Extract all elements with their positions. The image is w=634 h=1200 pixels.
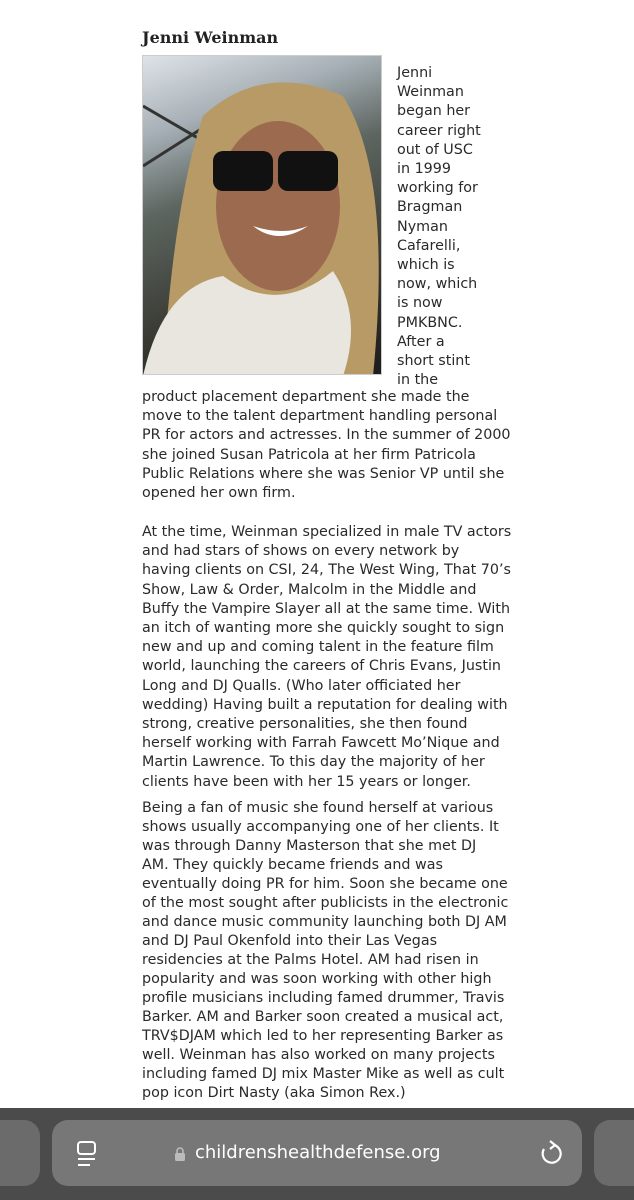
text-line: short stint — [397, 353, 470, 369]
text-line: which is — [397, 257, 455, 273]
text-line: Cafarelli, — [397, 237, 461, 254]
text-line: an itch of wanting more she quickly sought to sign — [142, 620, 505, 636]
text-line: Martin Lawrence. To this day the majority of her — [142, 754, 485, 771]
text-line: eventually doing PR for him. Soon she became one — [142, 876, 508, 892]
text-line: After a — [397, 333, 445, 350]
text-line: working for — [397, 180, 478, 197]
text-line: having clients on CSI, 24, The West Wing, That 70’s — [142, 562, 511, 579]
text-line: PR for actors and actresses. In the summer of 2000 — [142, 427, 511, 444]
text-line: well. Weinman has also worked on many projects — [142, 1047, 495, 1063]
browser-toolbar — [0, 1108, 634, 1200]
text-line: Being a fan of music she found herself at various — [142, 800, 494, 816]
text-line: she joined Susan Patricola at her firm Patricola — [142, 446, 476, 463]
text-line: in 1999 — [397, 161, 451, 177]
text-line: shows usually accompanying one of her clients. It — [142, 819, 499, 835]
text-line: product placement department she made the — [142, 389, 470, 405]
text-line: world, launching the careers of Chris Evans, Justin — [142, 658, 501, 675]
text-line: AM. They quickly became friends and was — [142, 857, 443, 873]
text-line: in the — [397, 372, 439, 389]
text-line: began her — [397, 103, 471, 120]
reload-icon[interactable] — [538, 1140, 564, 1168]
reader-icon[interactable] — [76, 1140, 98, 1168]
url-text[interactable]: childrenshealthdefense.org — [195, 1142, 441, 1163]
text-line: move to the talent department handling personal — [142, 408, 498, 425]
text-line: pop icon Dirt Nasty (aka Simon Rex.) — [142, 1085, 406, 1101]
previous-tab[interactable] — [0, 1120, 40, 1186]
text-line: Show, Law & Order, Malcolm in the Middle and — [142, 581, 477, 598]
text-line: At the time, Weinman specialized in male TV actors — [142, 524, 512, 540]
text-line: strong, creative personalities, she then found — [142, 716, 468, 732]
text-line: popularity and was soon working with other high — [142, 971, 492, 987]
text-line: new and up and coming talent in the feature film — [142, 639, 494, 656]
text-line: is now — [397, 295, 443, 312]
text-line: and dance music community launching both DJ AM — [142, 914, 507, 930]
text-line: opened her own firm. — [142, 485, 296, 501]
text-line: and had stars of shows on every network by — [142, 543, 460, 560]
photo-illustration — [143, 56, 382, 375]
text-line: clients have been with her 15 years or longer. — [142, 773, 471, 790]
text-line: TRV$DJAM which led to her representing Barker as — [142, 1028, 504, 1044]
next-tab[interactable] — [594, 1120, 634, 1186]
profile-photo — [142, 55, 382, 375]
text-line: now, which — [397, 276, 478, 293]
text-line: Buffy the Vampire Slayer all at the same time. With — [142, 600, 511, 617]
text-line: Long and DJ Qualls. (Who later officiated her — [142, 677, 461, 694]
text-line: residencies at the Palms Hotel. AM had risen in — [142, 952, 479, 968]
text-line: Bragman — [397, 199, 463, 216]
text-line: Barker. AM and Barker soon created a musical act, — [142, 1009, 504, 1025]
text-line: and DJ Paul Okenfold into their Las Vegas — [142, 933, 438, 949]
text-line: herself working with Farrah Fawcett Mo’Nique and — [142, 735, 500, 752]
text-line: Weinman — [397, 84, 464, 101]
text-line: out of USC — [397, 141, 473, 158]
text-line: Nyman — [397, 218, 448, 235]
text-line: including famed DJ mix Master Mike as well as cult — [142, 1066, 505, 1082]
text-line: was through Danny Masterson that she met DJ — [142, 838, 477, 854]
text-line: career right — [397, 122, 481, 139]
text-line: of the most sought after publicists in the electronic — [142, 895, 509, 911]
text-line: PMKBNC. — [397, 314, 463, 331]
address-bar[interactable] — [52, 1120, 582, 1186]
text-line: profile musicians including famed drummer, Travis — [142, 990, 505, 1006]
text-line: wedding) Having built a reputation for dealing with — [142, 696, 508, 713]
lock-icon — [174, 1146, 186, 1162]
text-line: Jenni — [397, 65, 433, 81]
article-title: Jenni Weinman — [142, 28, 279, 47]
text-line: Public Relations where she was Senior VP until she — [142, 465, 505, 482]
